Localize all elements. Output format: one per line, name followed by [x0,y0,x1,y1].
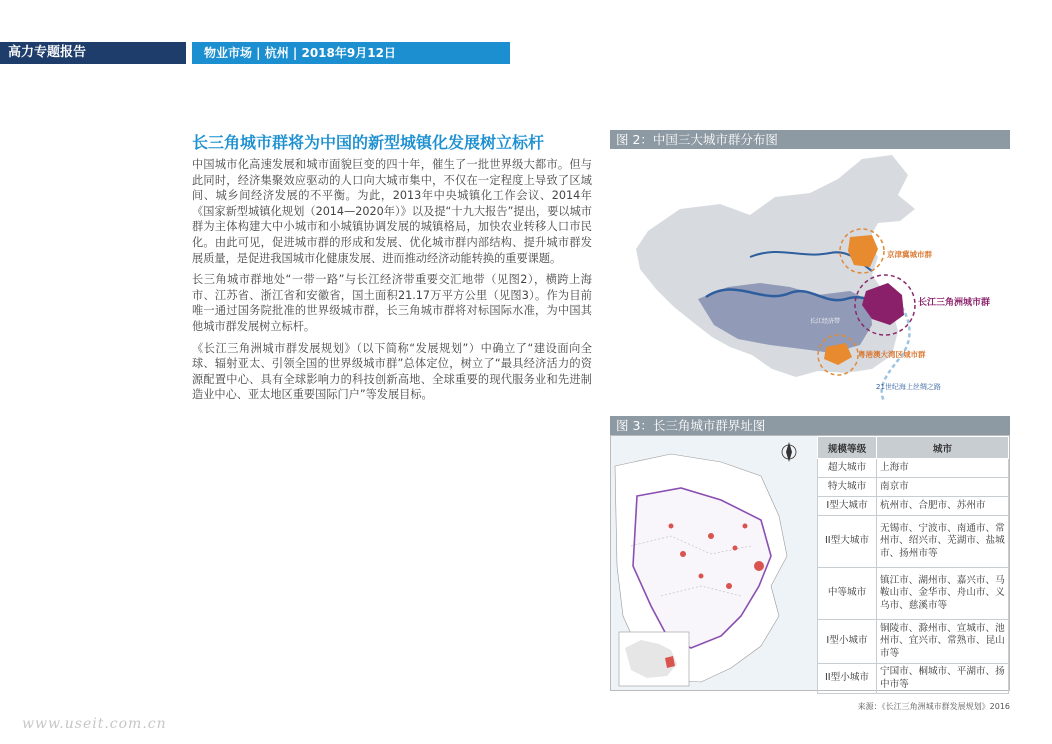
watermark: www.useit.com.cn [22,716,167,732]
article-body [192,157,592,409]
col-header-level: 规模等级 [818,437,877,459]
table-row [818,497,1009,516]
cities-cell: 无锡市、宁波市、南通市、常州市、绍兴市、芜湖市、盐城市、扬州市等 [877,516,1009,568]
report-meta-label: 物业市场 | 杭州 | 2018年9月12日 [192,42,510,64]
cities-cell: 杭州市、合肥市、苏州市 [877,497,1009,516]
yangtze-delta-boundary-figure [610,435,1010,691]
city-marker [726,583,732,589]
table-row [818,516,1009,568]
figure2-caption: 图 2：中国三大城市群分布图 [610,130,1010,149]
level-cell: I型小城市 [818,620,877,664]
yangtze-delta-map [611,436,817,690]
level-cell: 超大城市 [818,459,877,478]
level-cell: I型大城市 [818,497,877,516]
table-row [818,664,1009,694]
cities-cell: 宁国市、桐城市、平湖市、扬中市等 [877,664,1009,694]
col-header-cities: 城市 [877,437,1009,459]
cities-cell: 铜陵市、滁州市、宣城市、池州市、宜兴市、常熟市、昆山市等 [877,620,1009,664]
level-cell: II型大城市 [818,516,877,568]
label-yangtze-belt: 长江经济带 [810,318,841,325]
table-row [818,620,1009,664]
label-jingjinji: 京津冀城市群 [887,250,932,259]
cities-cell: 镇江市、湖州市、嘉兴市、马鞍山市、金华市、舟山市、义乌市、慈溪市等 [877,568,1009,620]
table-row [818,459,1009,478]
level-cell: 特大城市 [818,478,877,497]
label-silk-road: 21世纪海上丝绸之路 [876,383,941,391]
level-cell: 中等城市 [818,568,877,620]
city-marker [708,533,714,539]
cities-cell: 南京市 [877,478,1009,497]
report-brand-label: 高力专题报告 [0,42,186,64]
level-cell: II型小城市 [818,664,877,694]
paragraph: 长三角城市群地处“一带一路”与长江经济带重要交汇地带（见图2），横跨上海市、江苏省、浙江省和安徽省，国土面积21.17万平方公里（见图3）。作为目前唯一通过国务院批准的世界级城市群，长三角城市群将对标国际水准，为中国其他城市群发展树立标杆。 [192,273,592,333]
city-marker [680,551,686,557]
paragraph: 《长江三角洲城市群发展规划》（以下简称“发展规划”）中确立了“建设面向全球、辐射亚太、引领全国的世界级城市群”总体定位，树立了“最具经济活力的资源配置中心、具有全球影响力的科技创新高地、全球重要的现代服务业和先进制造业中心、亚太地区重要国际门户”等发展目标。 [192,341,592,402]
city-marker [669,524,674,529]
source-note: 来源：《长江三角洲城市群发展规划》2016 [857,702,1010,711]
city-marker [733,546,738,551]
city-marker [699,574,704,579]
city-marker [743,524,748,529]
table-row [818,478,1009,497]
city-scale-table [817,436,1009,694]
cities-cell: 上海市 [877,459,1009,478]
china-city-clusters-map [610,149,1010,411]
china-map-graphic [610,149,1010,411]
figure3-caption: 图 3：长三角城市群界址图 [610,416,1010,435]
city-marker [754,561,764,571]
paragraph: 中国城市化高速发展和城市面貌巨变的四十年，催生了一批世界级大都市。但与此同时，经济集聚效应驱动的人口向大城市集中，不仅在一定程度上导致了区域间、城乡间经济发展的不平衡。为此，2013年中央城镇化工作会议、2014年《国家新型城镇化规划（2014—2020年）》以及提“十九大报告”提出，要以城市群为主体构建大中小城市和小城镇协调发展的城镇格局，加快农业转移人口市民化。由此可见，促进城市群的形成和发展、优化城市群内部结构、提升城市群发展质量，是促进我国城市化健康发展、进而推动经济动能转换的重要课题。 [192,158,592,265]
label-gba: 粤港澳大湾区城市群 [858,350,926,359]
article-title: 长三角城市群将为中国的新型城镇化发展树立标杆 [192,133,545,152]
label-yangtze-delta: 长江三角洲城市群 [918,298,991,308]
table-row [818,568,1009,620]
